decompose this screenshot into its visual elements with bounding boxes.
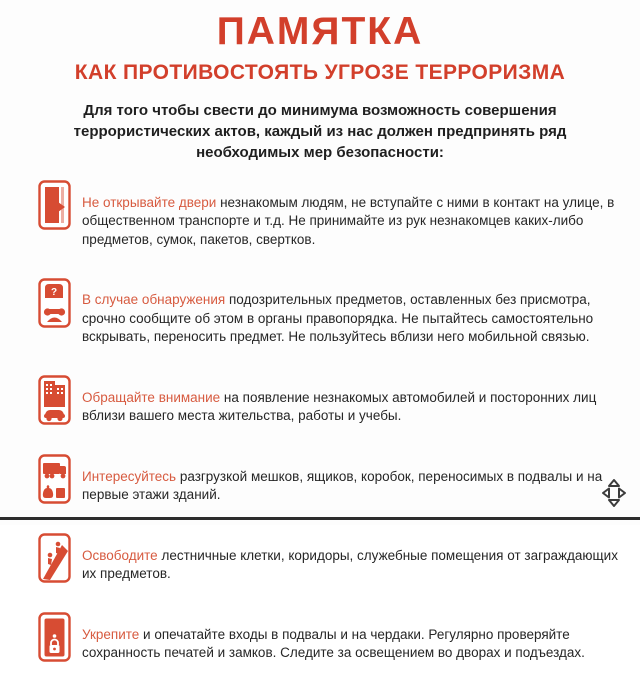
item-body: подозрительных предметов, оставленных без присмотра, срочно сообщите об этом в органы правопорядка. Не пытайтесь самостоятельно вскрывать, переносить предмет. Не пользуйтесь вблизи него мобильной связью. [82,292,594,344]
list-item [38,278,626,361]
door-icon [38,180,71,230]
locked-door-icon [38,612,71,662]
list-item [38,454,626,518]
item-body: и опечатайте входы в подвалы и на чердаки. Регулярно проверяйте сохранность печатей и замков. Следите за освещением во дворах и подъездах. [82,626,585,660]
list-item [38,180,626,263]
list-item [38,375,626,439]
list-item [38,533,626,597]
list-item [38,612,626,676]
truck-cargo-icon [38,454,71,504]
svg-text:?: ? [51,286,58,298]
item-text [82,389,626,426]
safety-items-list [0,180,640,676]
item-lead: Укрепите [82,626,140,642]
page-title: ПАМЯТКА [216,10,424,53]
item-lead: Освободите [82,547,158,563]
item-text [82,468,626,505]
suspicious-package-phone-icon [38,278,71,328]
item-lead: В случае обнаружения [82,292,226,307]
item-text [82,547,626,584]
bottom-divider [0,517,640,520]
item-lead: Интересуйтесь [82,468,177,484]
item-body: разгрузкой мешков, ящиков, коробок, переносимых в подвалы и на первые этажи зданий. [82,468,603,502]
stairs-people-icon [38,533,71,583]
item-body: на появление незнакомых автомобилей и посторонних лиц вблизи вашего места жительства, работы и учебы. [82,389,597,423]
page-subtitle: КАК ПРОТИВОСТОЯТЬ УГРОЗЕ ТЕРРОРИЗМА [74,61,566,84]
move-icon[interactable] [600,477,628,509]
item-text [82,291,626,347]
item-lead: Обращайте внимание [82,389,221,405]
item-body: лестничные клетки, коридоры, служебные помещения от заграждающих их предметов. [82,547,618,581]
intro-text: Для того чтобы свести до минимума возможность совершения террористических актов, каждый из нас должен предпринять ряд необходимых мер безопасности: [73,102,567,161]
item-text [82,626,626,663]
item-lead: Не открывайте двери [82,194,217,210]
building-car-icon [38,375,71,425]
item-body: незнакомым людям, не вступайте с ними в контакт на улице, в общественном транспорте и т.д. Не принимайте из рук незнакомцев каких-либо предметов, сумок, пакетов, свертков. [82,194,615,247]
item-text [82,194,626,250]
